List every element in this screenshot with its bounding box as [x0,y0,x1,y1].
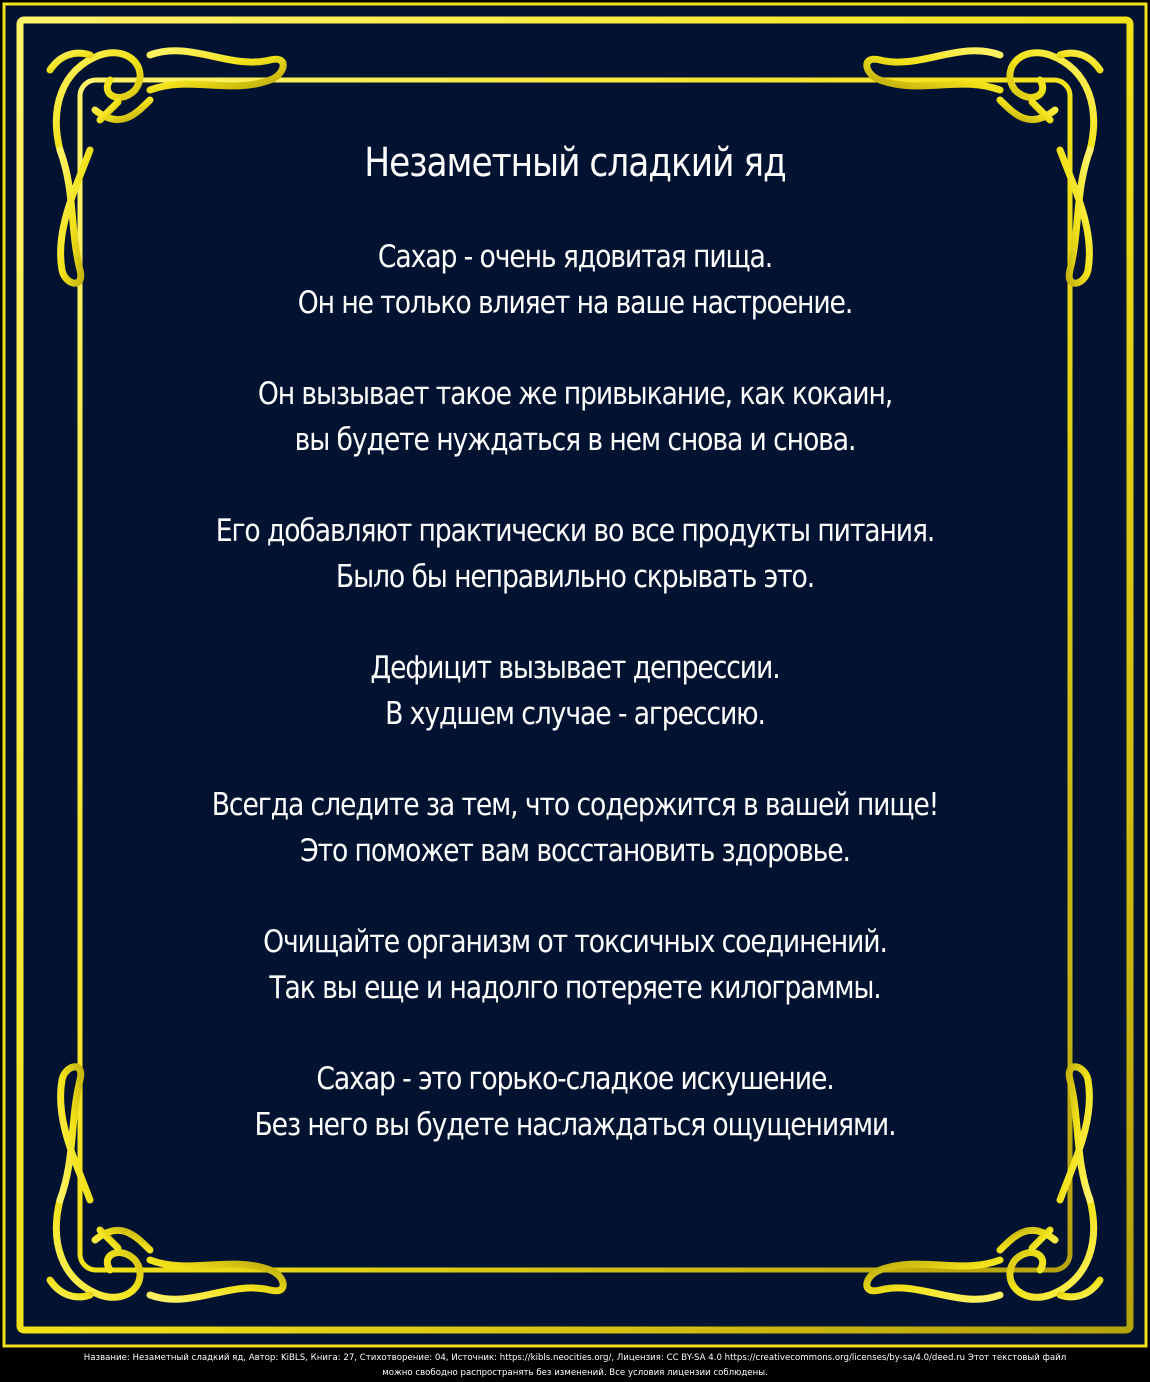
poem-line: Сахар - очень ядовитая пища. [377,239,773,275]
poem-line: В худшем случае - агрессию. [385,696,765,732]
footer-line-1: Название: Незаметный сладкий яд, Автор: KiBLS, Книга: 27, Стихотворение: 04, Источник: https://kibls.neocities.org/, Лицензия: CC BY-SA 4.0 https://creativecommons.org/licenses/by-sa/4.0/deed.ru Этот текстовый файл [83,1353,1067,1363]
poem-line: Его добавляют практически во все продукты питания. [215,513,935,549]
poem-line: Всегда следите за тем, что содержится в вашей пище! [211,787,939,823]
poem-title: Незаметный сладкий яд [364,140,786,186]
license-footer [0,1351,1150,1381]
poem-line: Дефицит вызывает депрессии. [370,650,780,686]
stanza-2 [0,371,1150,463]
poem-line: вы будете нуждаться в нем снова и снова. [294,422,856,458]
stanza-6 [0,919,1150,1011]
poem-line: Это поможет вам восстановить здоровье. [300,833,850,869]
poem-line: Без него вы будете наслаждаться ощущениями. [254,1107,896,1143]
poem [0,140,1150,1193]
poem-line: Было бы неправильно скрывать это. [335,559,815,595]
poem-line: Он не только влияет на ваше настроение. [297,285,853,321]
poem-line: Сахар - это горько-сладкое искушение. [316,1061,834,1097]
stanza-7 [0,1056,1150,1148]
poem-line: Он вызывает такое же привыкание, как кокаин, [257,376,893,412]
stanza-1 [0,234,1150,326]
stanza-4 [0,645,1150,737]
stanza-3 [0,508,1150,600]
poem-line: Очищайте организм от токсичных соединений. [263,924,887,960]
footer-line-2: можно свободно распространять без изменений. Все условия лицензии соблюдены. [382,1368,768,1378]
poem-line: Так вы еще и надолго потеряете килограммы. [269,970,881,1006]
stanza-5 [0,782,1150,874]
